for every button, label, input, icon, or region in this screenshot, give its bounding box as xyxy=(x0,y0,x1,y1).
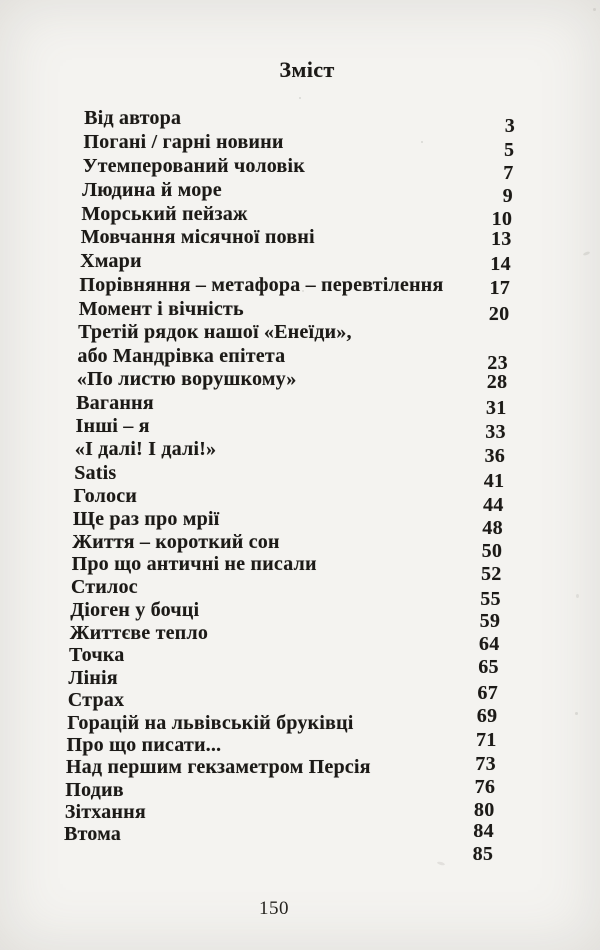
toc-page-number: 85 xyxy=(472,843,494,865)
toc-entry-title: Від автора xyxy=(84,107,182,129)
toc-entry-title: Третій рядок нашої «Енеїди», xyxy=(78,321,352,344)
toc-page-number: 48 xyxy=(482,517,503,539)
toc-entry-title: «По листю ворушкому» xyxy=(76,368,297,391)
toc-entry-title: Страх xyxy=(67,689,125,712)
toc-entry-title: Втома xyxy=(64,823,122,846)
toc-page-number: 9 xyxy=(502,185,513,207)
toc-page-number: 20 xyxy=(488,303,510,325)
toc-page-number: 50 xyxy=(481,540,503,562)
toc-entry-title: Інші – я xyxy=(75,415,150,437)
toc-page-number: 52 xyxy=(480,563,502,585)
toc-page-number: 73 xyxy=(475,753,496,775)
toc-page-number: 14 xyxy=(490,253,511,275)
toc-page-number: 23 xyxy=(487,352,508,374)
toc-page-number: 36 xyxy=(484,445,506,467)
scan-speck xyxy=(299,97,301,99)
toc-entry-title: Стилос xyxy=(70,576,138,599)
toc-page-number: 10 xyxy=(491,208,513,230)
folio-page-number: 150 xyxy=(259,898,289,919)
scan-speck xyxy=(421,141,423,143)
toc-entry-title: Діоген у бочці xyxy=(70,598,200,621)
toc-page-number: 65 xyxy=(478,656,499,678)
toc-entry-title: Лінія xyxy=(68,666,118,689)
toc-entry-title: Утемперований чоловік xyxy=(82,154,305,177)
toc-entry-title: Хмари xyxy=(80,250,142,273)
scan-speck xyxy=(593,8,596,11)
toc-entry-title: Точка xyxy=(69,644,125,667)
toc-page-number: 33 xyxy=(485,421,506,443)
toc-entry-title: Ще раз про мрії xyxy=(72,507,220,530)
toc-page-number: 64 xyxy=(478,633,500,655)
toc-page-number: 13 xyxy=(490,228,512,250)
toc-entry-title: Подив xyxy=(65,778,124,801)
toc-page-number: 80 xyxy=(473,799,495,821)
toc-page-number: 55 xyxy=(480,588,501,610)
toc-page-number: 44 xyxy=(482,494,504,516)
toc-entry-title: Життєве тепло xyxy=(69,621,209,644)
toc-entry-title: Життя – короткий сон xyxy=(72,530,280,553)
scan-speck xyxy=(302,290,304,292)
toc-entry-title: Момент і вічність xyxy=(78,297,244,320)
toc-page-number: 5 xyxy=(503,139,515,161)
toc-entry-title: Порівняння – метафора – перевтілення xyxy=(79,273,444,296)
toc-entry-title: Погані / гарні новини xyxy=(83,130,284,153)
toc-page-number: 31 xyxy=(485,397,507,419)
toc-page-number: 84 xyxy=(473,820,494,842)
contents-heading: Зміст xyxy=(279,57,335,82)
toc-entry-title: Горацій на львівській бруківці xyxy=(67,711,354,734)
toc-page-number: 67 xyxy=(477,682,498,704)
toc-entry-title: Вагання xyxy=(76,391,154,414)
toc-entry-title: Над першим гекзаметром Персія xyxy=(65,756,371,779)
toc-page-number: 76 xyxy=(474,776,496,798)
toc-page-number: 69 xyxy=(476,705,498,727)
toc-entry-title: Голоси xyxy=(73,484,138,507)
toc-entry-title: «І далі! І далі!» xyxy=(74,438,217,461)
toc-page-number: 3 xyxy=(504,115,515,137)
toc-entry-title: Морський пейзаж xyxy=(81,202,248,225)
toc-entry-title: Мовчання місячної повні xyxy=(80,226,315,249)
toc-page-number: 71 xyxy=(475,729,497,751)
toc-page-number: 17 xyxy=(489,277,511,299)
toc-entry-title: Satis xyxy=(74,461,117,484)
toc-entry-title: Про що писати... xyxy=(66,733,222,756)
toc-entry-title: Зітхання xyxy=(64,800,146,823)
toc-entry-title: Про що античні не писали xyxy=(71,553,317,576)
scan-speck xyxy=(575,712,578,715)
toc-page-number: 59 xyxy=(479,610,501,632)
toc-entry-title: або Мандрівка епітета xyxy=(77,344,286,367)
toc-entry-title: Людина й море xyxy=(82,178,222,201)
toc-page-number: 7 xyxy=(503,162,514,184)
toc-page-number: 41 xyxy=(483,470,505,492)
scan-speck xyxy=(576,594,579,598)
toc-page-number: 28 xyxy=(486,371,508,393)
